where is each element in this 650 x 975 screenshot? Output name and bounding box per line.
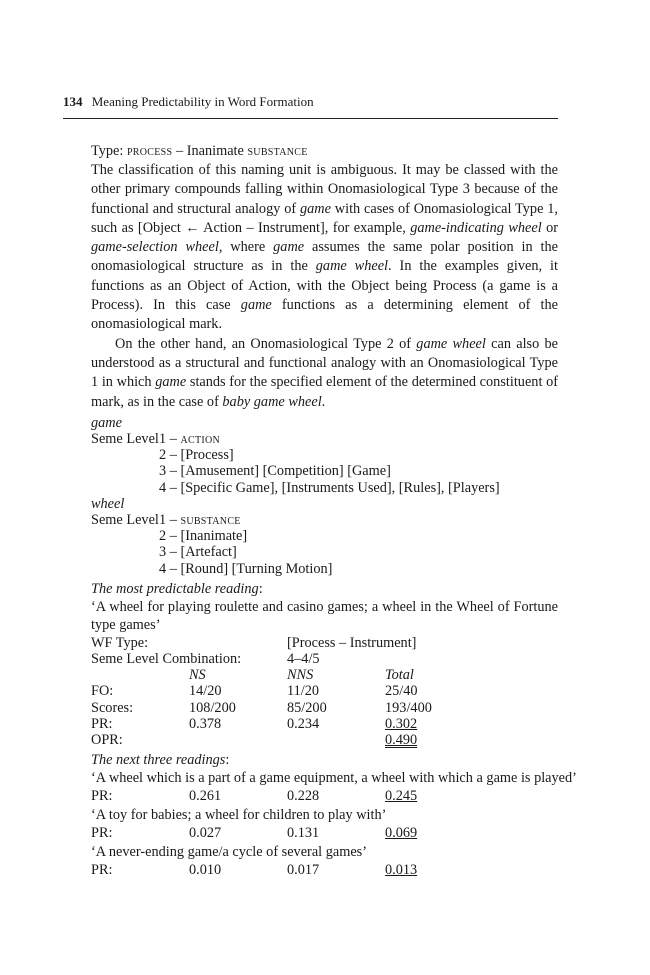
next-readings (91, 751, 577, 879)
table-row-pr: PR: 0.378 0.234 0.302 (91, 715, 418, 732)
reading-gloss: ‘A wheel which is a part of a game equipment, a wheel with which a game is played’ (91, 770, 577, 787)
table-row-scores: Scores: 108/200 85/200 193/400 (91, 699, 432, 716)
most-predictable-reading (91, 580, 558, 748)
page-body (91, 142, 577, 879)
seme-level-4: 4 – [Specific Game], [Instruments Used], [Rules], [Players] (159, 479, 500, 496)
column-headers: NS NNS Total (189, 667, 414, 684)
reading-gloss: ‘A toy for babies; a wheel for children to play with’ (91, 807, 387, 824)
page-number: 134 (63, 94, 83, 109)
table-row-pr: PR: 0.261 0.228 0.245 (91, 788, 418, 805)
type-line: Type: process – Inanimate substance (91, 143, 308, 159)
table-row-fo: FO: 14/20 11/20 25/40 (91, 683, 418, 700)
seme-level-1: Seme Level 1 – substance (91, 512, 241, 529)
seme-level-3: 3 – [Amusement] [Competition] [Game] (159, 463, 391, 480)
seme-level-3: 3 – [Artefact] (159, 544, 237, 561)
seme-block-wheel (91, 496, 558, 577)
seme-word-wheel: wheel (91, 495, 125, 512)
table-row-pr: PR: 0.027 0.131 0.069 (91, 825, 418, 842)
paragraph-classification: The classification of this naming unit is ambiguous. It may be classed with the other primary compounds falling within Onomasiological Type 3 because of the functional and structural analogy of game with cases of Onomasiological Type 1, such as [Object ← Action – Instrument], for example, game-indicating wheel or game-selection wheel, where game assumes the same polar position in the onomasiological structure as in the game wheel. In the examples given, it functions as an Object of Action, with the Object being Process (a game is a Process). In this case game functions as a determining element of the onomasiological mark. (91, 162, 558, 333)
seme-block-game (91, 415, 558, 496)
seme-level-2: 2 – [Inanimate] (159, 528, 248, 545)
seme-combination-row: Seme Level Combination: 4–4/5 (91, 650, 320, 667)
table-row-pr: PR: 0.010 0.017 0.013 (91, 862, 418, 879)
seme-word-game: game (91, 414, 122, 431)
running-header (63, 94, 558, 119)
paragraph-type2: On the other hand, an Onomasiological Type 2 of game wheel can also be understood as a structural and functional analogy with an Onomasiological Type 1 in which game stands for the specified element of the determined constituent of mark, as in the case of baby game wheel. (91, 335, 558, 410)
section-heading: The next three readings: (91, 752, 230, 769)
seme-level-2: 2 – [Process] (159, 447, 234, 464)
seme-level-4: 4 – [Round] [Turning Motion] (159, 560, 333, 577)
running-title: Meaning Predictability in Word Formation (91, 94, 314, 109)
seme-level-1: Seme Level 1 – action (91, 431, 221, 448)
reading-gloss: ‘A never-ending game/a cycle of several games’ (91, 844, 367, 861)
table-row-opr: OPR: 0.490 (91, 731, 418, 748)
section-heading: The most predictable reading: (91, 580, 263, 597)
reading-gloss: ‘A wheel for playing roulette and casino games; a wheel in the Wheel of Fortune type games’ (91, 598, 558, 634)
wf-type-row: WF Type: [Process – Instrument] (91, 634, 417, 651)
